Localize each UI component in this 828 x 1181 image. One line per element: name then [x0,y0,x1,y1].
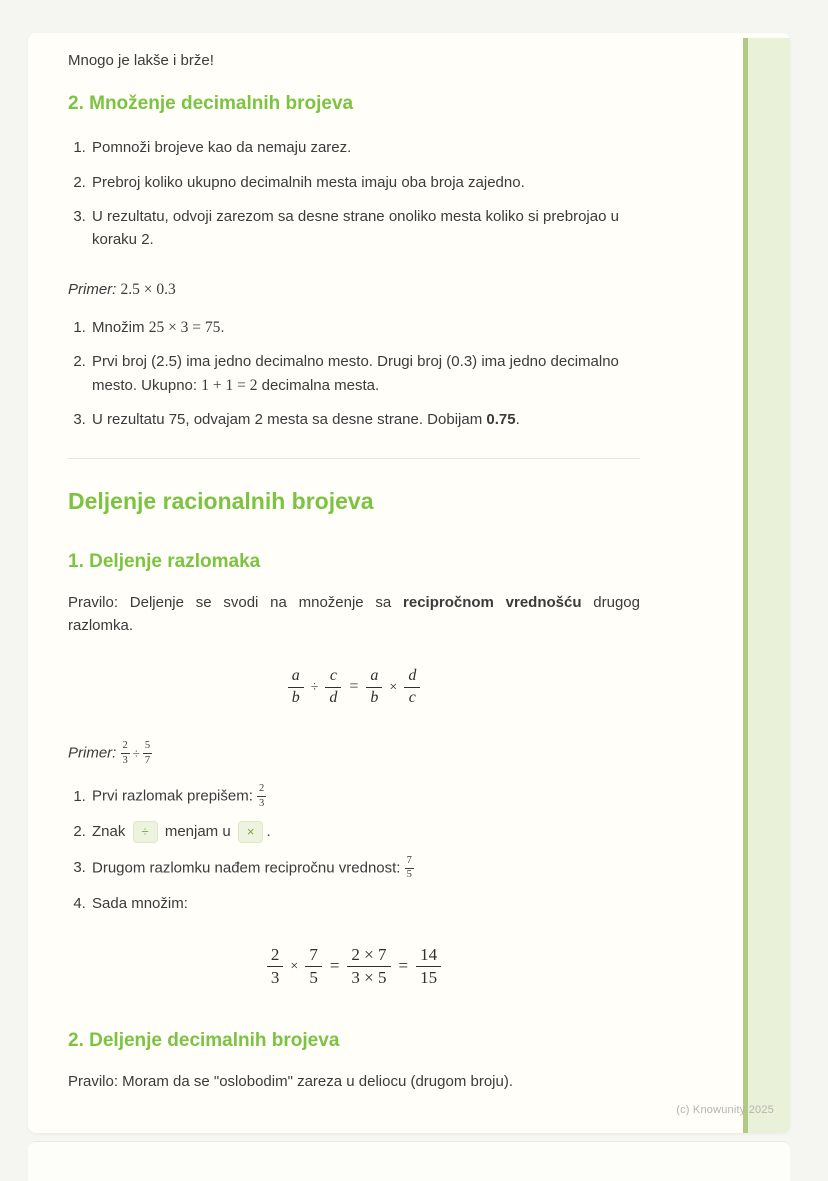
fraction-denominator: 15 [416,966,441,988]
rule-text: Pravilo: Deljenje se svodi na množenje sa [68,594,404,612]
fraction-numerator: 7 [309,945,318,965]
fraction-denominator: 5 [406,869,412,881]
fraction-division-heading: 1. Deljenje razlomaka [68,550,261,572]
example-label: Primer: [68,744,117,762]
example-line [68,741,640,766]
fraction [305,945,322,987]
list-item [90,856,640,881]
multiplication-operator: × [389,679,398,695]
multiplication-example-steps-list [68,316,640,432]
fraction-denominator: 7 [144,754,151,766]
fraction-numerator: d [408,667,417,685]
math-expression: 2.5 × 0.3 [120,281,176,299]
multiplication-heading: 2. Množenje decimalnih brojeva [68,92,354,114]
step-text: U rezultatu 75, odvajam 2 mesta sa desne strane. Dobijam [92,411,487,429]
fraction [325,667,341,707]
fraction-denominator: 5 [305,966,322,988]
fraction-denominator: 3 [267,966,284,988]
step-text: Prvi razlomak prepišem: [92,787,258,805]
example-line [68,278,640,302]
step-text: . [515,411,520,429]
inline-fraction [405,856,414,881]
fraction-division-steps-list [68,784,640,915]
step-text: menjam u [160,823,235,841]
list-item [90,351,640,397]
fraction-numerator: 2 [259,783,265,795]
fraction [366,667,382,707]
list-item: 2. Prebroj koliko ukupno decimalnih mesta imaju oba broja zajedno. [90,172,640,195]
list-item: 3. U rezultatu, odvoji zarezom sa desne strane onoliko mesta koliko si prebrojao u koraku 2. [90,206,640,251]
fraction [288,667,304,707]
example-label: Primer: [68,281,117,299]
step-text: Drugom razlomku nađem recipročnu vrednost: [92,859,405,877]
fraction-denominator: 3 [122,754,128,766]
fraction [416,945,441,987]
multiplication-operator: × [290,958,299,974]
fraction-numerator: c [329,667,337,685]
list-item [90,409,640,432]
inline-fraction [257,784,266,809]
fraction-denominator: b [288,687,304,707]
page-accent-line [743,38,748,1133]
step-text: . [266,823,271,841]
page-content [68,33,640,1093]
intro-paragraph: Mnogo je lakše i brže! [68,52,214,69]
formula-division-rule [68,667,640,707]
multiplication-sign-chip: × [238,821,264,843]
page-accent-strip [748,38,790,1133]
rule-paragraph [68,592,640,637]
fraction-numerator: a [370,667,379,685]
step-text: decimalna mesta. [257,376,380,394]
fraction-numerator: 5 [144,740,151,752]
list-item: 1. Pomnoži brojeve kao da nemaju zarez. [90,137,640,160]
fraction-numerator: 2 [122,740,128,752]
math-expression: 25 × 3 = 75 [148,318,221,336]
division-sign-chip: ÷ [133,821,158,843]
rule-paragraph: Pravilo: Moram da se "oslobodim" zareza u deliocu (drugom broju). [68,1072,514,1090]
next-page-edge [28,1141,790,1181]
fraction-numerator: 7 [406,854,412,866]
fraction [404,667,420,707]
multiplication-steps-list [68,137,640,251]
division-heading: Deljenje racionalnih brojeva [68,487,374,514]
rule-text: drugog razlomka. [68,594,640,634]
equals-sign: = [398,956,409,976]
inline-fraction [143,741,152,766]
document-page [28,33,790,1133]
fraction-numerator: 14 [420,945,438,965]
division-operator: ÷ [310,679,319,695]
inline-fraction [121,741,130,766]
equals-sign: = [349,678,359,696]
fraction-numerator: a [291,667,300,685]
copyright-notice: (c) Knowunity 2025 [676,1104,774,1116]
step-text: Množim [92,318,149,336]
fraction-denominator: 3 × 5 [347,966,390,988]
list-item: 4. Sada množim: [90,893,640,916]
list-item [90,821,640,844]
step-text: Znak [92,823,130,841]
fraction [267,945,284,987]
formula-calculation [68,945,640,987]
fraction-denominator: d [325,687,341,707]
division-operator: ÷ [132,745,140,761]
equals-sign: = [329,956,340,976]
math-expression: 1 + 1 = 2 [201,376,258,394]
list-item [90,316,640,340]
fraction-denominator: 3 [259,797,265,809]
step-text: . [220,318,225,336]
section-divider [68,458,640,459]
fraction-numerator: 2 [270,945,280,965]
list-item [90,784,640,809]
rule-bold-text: recipročnom vrednošću [403,594,582,612]
decimal-division-heading: 2. Deljenje decimalnih brojeva [68,1030,340,1052]
fraction-denominator: c [404,687,420,707]
result-value: 0.75 [486,411,516,429]
step-text: Prvi broj (2.5) ima jedno decimalno mesto. Drugi broj (0.3) ima jedno decimalno mesto. Ukupno: [92,353,619,394]
fraction [347,945,390,987]
fraction-numerator: 2 × 7 [351,945,387,965]
fraction-denominator: b [366,687,382,707]
